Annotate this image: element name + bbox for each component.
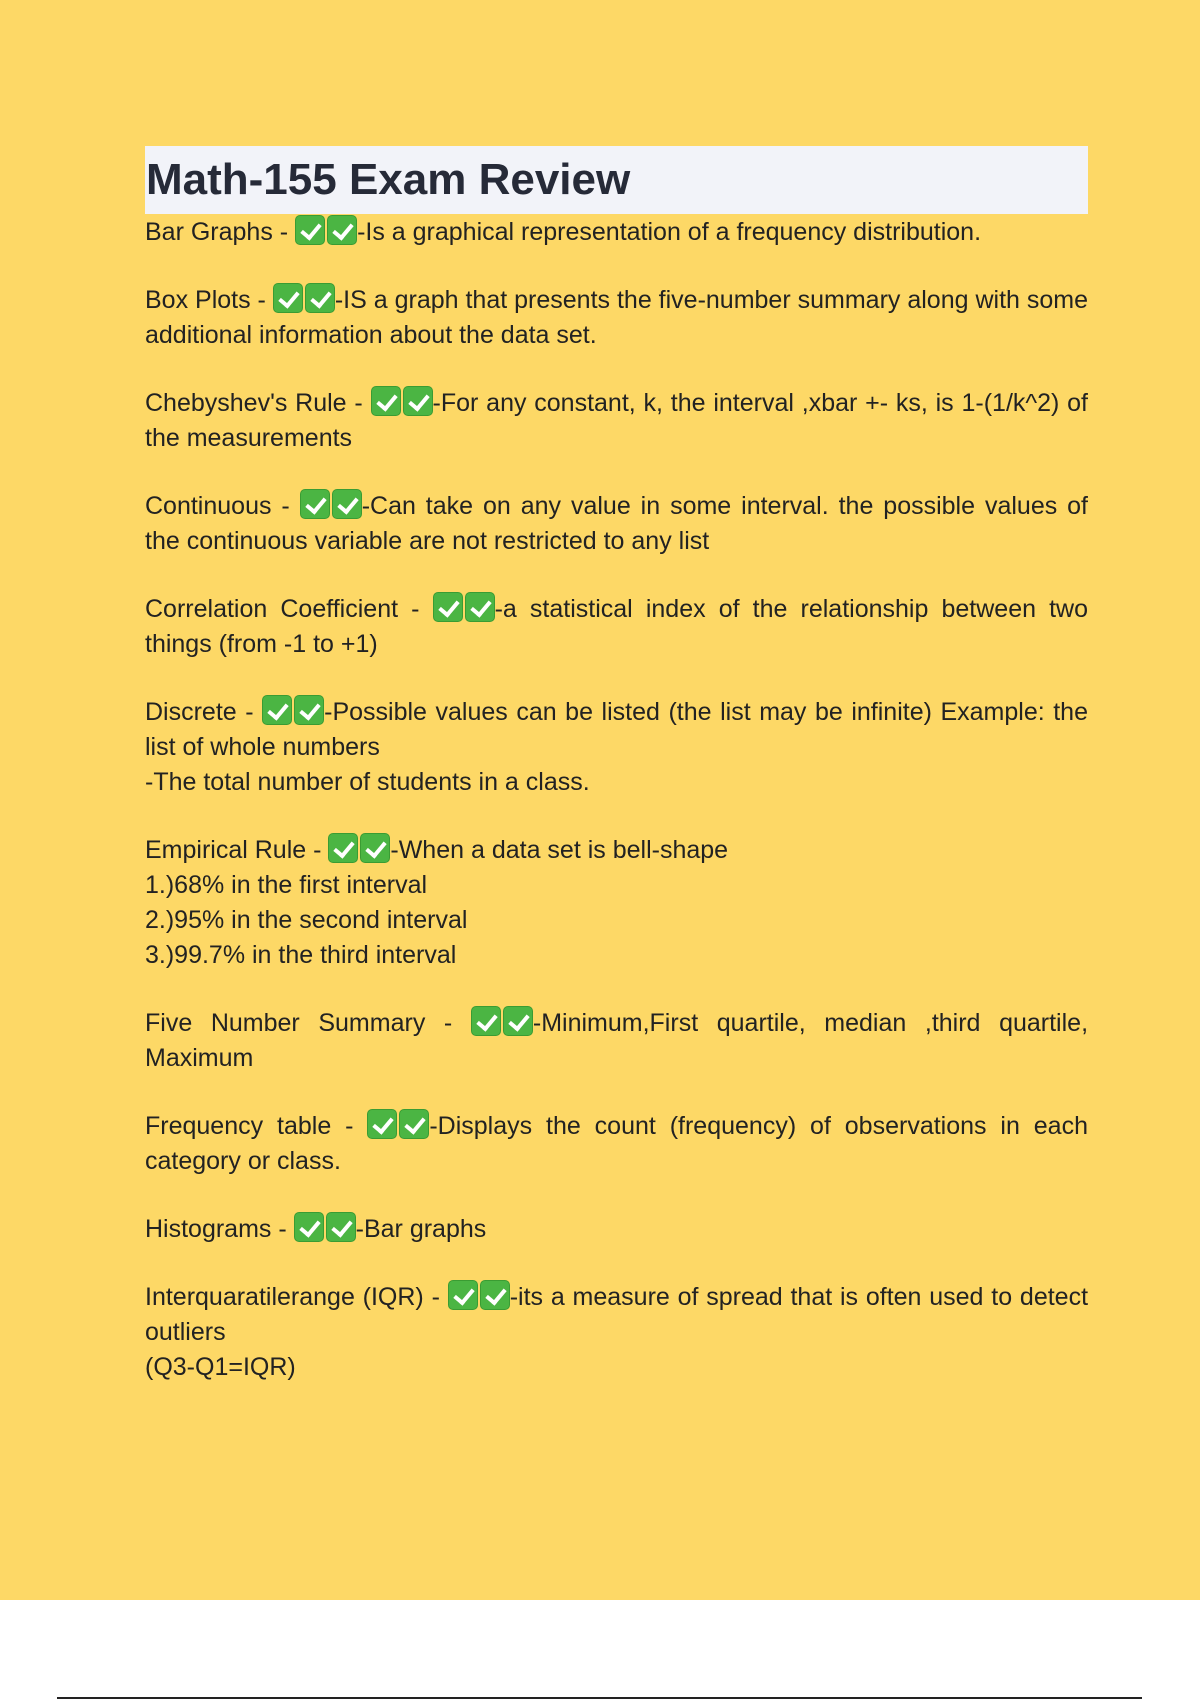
entry-separator: - (236, 698, 263, 726)
entry-text: -its a measure of spread that is often used to detect outliers (145, 1283, 1089, 1346)
entry-text: -The total number of students in a class. (145, 768, 590, 796)
entry-definition-line (145, 833, 1088, 868)
entry-definition-line (145, 695, 1088, 765)
check-mark-icon (371, 386, 401, 416)
entry-separator: - (271, 492, 300, 520)
entry-text: -Bar graphs (355, 1215, 487, 1243)
check-mark-icon (399, 1109, 429, 1139)
glossary-entry (145, 489, 1088, 559)
entry-text: -a statistical index of the relationship between two things (from -1 to +1) (145, 595, 1089, 658)
check-mark-icon (327, 215, 357, 245)
check-mark-icon (332, 489, 362, 519)
entry-continuation-line (145, 765, 1088, 800)
glossary-entry (145, 1212, 1088, 1247)
page-title: Math-155 Exam Review (146, 155, 631, 204)
glossary-entry (145, 833, 1088, 973)
glossary-list (145, 215, 1088, 1385)
entry-text: -Displays the count (frequency) of observations in each category or class. (145, 1112, 1088, 1175)
entry-definition-line (145, 592, 1088, 662)
entry-term: Empirical Rule (145, 836, 307, 864)
entry-text: -Is a graphical representation of a frequency distribution. (357, 218, 982, 246)
entry-text: -For any constant, k, the interval ,xbar +- ks, is 1-(1/k^2) of the measurements (145, 389, 1089, 452)
entry-term: Five Number Summary (145, 1009, 426, 1037)
check-mark-icon (503, 1006, 533, 1036)
check-mark-icon (300, 489, 330, 519)
check-mark-icon (471, 1006, 501, 1036)
entry-definition-line (145, 215, 1088, 250)
entry-definition-line (145, 386, 1088, 456)
entry-text: -When a data set is bell-shape (390, 836, 729, 864)
check-mark-icon (294, 1212, 324, 1242)
check-mark-icon (294, 695, 324, 725)
entry-separator: - (398, 595, 433, 623)
entry-term: Bar Graphs (145, 218, 273, 246)
title-bar (145, 146, 1088, 214)
document-content (145, 146, 1088, 1418)
check-mark-icon (273, 283, 303, 313)
entry-separator: - (346, 389, 371, 417)
entry-term: Frequency table (145, 1112, 332, 1140)
entry-term: Discrete (145, 698, 237, 726)
entry-definition-line (145, 489, 1088, 559)
check-mark-icon (465, 592, 495, 622)
entry-text: 3.)99.7% in the third interval (145, 941, 457, 969)
glossary-entry (145, 695, 1088, 800)
check-mark-icon (305, 283, 335, 313)
check-mark-icon (480, 1280, 510, 1310)
entry-continuation-line (145, 938, 1088, 973)
glossary-entry (145, 215, 1088, 250)
entry-separator: - (271, 1215, 294, 1243)
check-mark-icon (448, 1280, 478, 1310)
entry-term: Histograms (145, 1215, 272, 1243)
glossary-entry (145, 1280, 1088, 1385)
entry-separator: - (425, 1009, 471, 1037)
check-mark-icon (295, 215, 325, 245)
entry-term: Chebyshev's Rule (145, 389, 347, 417)
glossary-entry (145, 386, 1088, 456)
entry-definition-line (145, 1109, 1088, 1179)
check-mark-icon (433, 592, 463, 622)
entry-term: Interquaratilerange (IQR) (145, 1283, 424, 1311)
entry-continuation-line (145, 1350, 1088, 1385)
entry-continuation-line (145, 868, 1088, 903)
entry-definition-line (145, 1212, 1088, 1247)
glossary-entry (145, 1006, 1088, 1076)
check-mark-icon (367, 1109, 397, 1139)
entry-definition-line (145, 283, 1088, 353)
entry-term: Correlation Coefficient (145, 595, 399, 623)
entry-definition-line (145, 1280, 1088, 1350)
entry-separator: - (306, 836, 329, 864)
entry-text: -Minimum,First quartile, median ,third quartile, Maximum (145, 1009, 1089, 1072)
entry-definition-line (145, 1006, 1088, 1076)
glossary-entry (145, 1109, 1088, 1179)
check-mark-icon (326, 1212, 356, 1242)
entry-text: (Q3-Q1=IQR) (145, 1353, 296, 1381)
entry-text: 2.)95% in the second interval (145, 906, 468, 934)
check-mark-icon (328, 833, 358, 863)
footer-divider (57, 1697, 1142, 1699)
entry-term: Box Plots (145, 286, 251, 314)
glossary-entry (145, 283, 1088, 353)
entry-text: 1.)68% in the first interval (145, 871, 428, 899)
glossary-entry (145, 592, 1088, 662)
entry-term: Continuous (145, 492, 272, 520)
entry-separator: - (272, 218, 296, 246)
entry-text: -Possible values can be listed (the list may be infinite) Example: the list of whole numbers (145, 698, 1088, 761)
check-mark-icon (403, 386, 433, 416)
entry-continuation-line (145, 903, 1088, 938)
entry-text: -Can take on any value in some interval. the possible values of the continuous variable are not restricted to any list (145, 492, 1089, 555)
check-mark-icon (360, 833, 390, 863)
entry-text: -IS a graph that presents the five-number summary along with some additional information about the data set. (145, 286, 1089, 349)
check-mark-icon (262, 695, 292, 725)
entry-separator: - (250, 286, 273, 314)
entry-separator: - (331, 1112, 368, 1140)
entry-separator: - (423, 1283, 448, 1311)
